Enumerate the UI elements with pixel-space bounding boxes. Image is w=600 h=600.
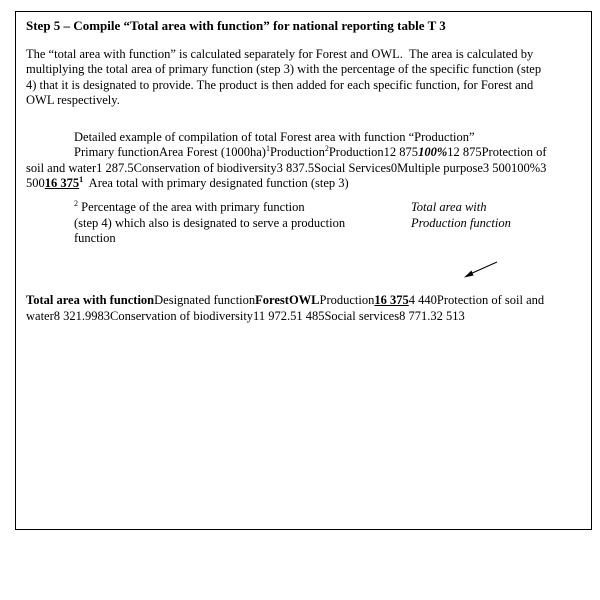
text-run: Designated function <box>154 293 256 308</box>
footnote-and-callout-row <box>26 200 581 246</box>
callout-line: Production function <box>411 215 511 230</box>
result-row <box>26 293 581 308</box>
result-row <box>26 309 581 324</box>
text-run: 500 <box>26 176 45 191</box>
footnote-line: (step 4) which also is designated to serve a production <box>74 215 346 230</box>
footnote-block <box>26 200 411 246</box>
footnote-ref-1: 1 <box>265 144 270 154</box>
text-run: Production12 875 <box>328 145 419 160</box>
example-row <box>26 161 581 176</box>
footnote-line: function <box>74 230 116 245</box>
result-table-text <box>26 293 581 324</box>
example-caption <box>26 130 581 145</box>
text-run: Production <box>269 145 325 160</box>
callout-label <box>411 200 511 246</box>
example-table-text <box>26 145 581 191</box>
example-row <box>26 176 581 191</box>
text-run: 12 875Protection of <box>447 145 547 160</box>
footnote-ref-2: 2 <box>324 144 329 154</box>
forest-column-header: Forest <box>255 293 289 308</box>
intro-paragraph <box>26 47 581 108</box>
intro-line: multiplying the total area of primary function (step 3) with the percentage of the specific function (step <box>26 62 542 77</box>
text-run: water8 321.9983Conservation of biodiversity11 972.51 485Social services8 771.32 513 <box>26 308 465 323</box>
footnote-text: Percentage of the area with primary function <box>78 200 305 215</box>
footnote-ref-1: 1 <box>79 174 84 184</box>
result-lead-bold: Total area with function <box>26 293 155 308</box>
production-total-value: 16 375 <box>374 293 409 308</box>
example-caption-text: Detailed example of compilation of total Forest area with function “Production” <box>74 130 475 145</box>
text-run: Production <box>319 293 375 308</box>
text-run: 4 440Protection of soil and <box>408 293 545 308</box>
intro-line: OWL respectively. <box>26 92 120 107</box>
down-left-arrow-icon <box>440 250 510 284</box>
area-total-value: 16 375 <box>44 176 80 191</box>
callout-line: Total area with <box>411 200 487 215</box>
footnote-marker: 2 <box>74 199 78 209</box>
intro-line: The “total area with function” is calculated separately for Forest and OWL. The area is calculated by <box>26 47 534 61</box>
percentage-value-bold: 100% <box>418 145 448 160</box>
owl-column-header: OWL <box>288 293 320 308</box>
text-run: Primary functionArea Forest (1000ha) <box>74 145 266 160</box>
text-run: Area total with primary designated function (step 3) <box>83 176 349 191</box>
footnote-line <box>74 200 411 215</box>
example-row <box>26 145 581 160</box>
step-heading: Step 5 – Compile “Total area with function” for national reporting table T 3 <box>26 18 446 33</box>
text-run: soil and water1 287.5Conservation of biodiversity3 837.5Social Services0Multiple purpose3 500100%3 <box>26 160 547 175</box>
intro-line: 4) that it is designated to provide. The product is then added for each specific function, for Forest and <box>26 77 534 92</box>
